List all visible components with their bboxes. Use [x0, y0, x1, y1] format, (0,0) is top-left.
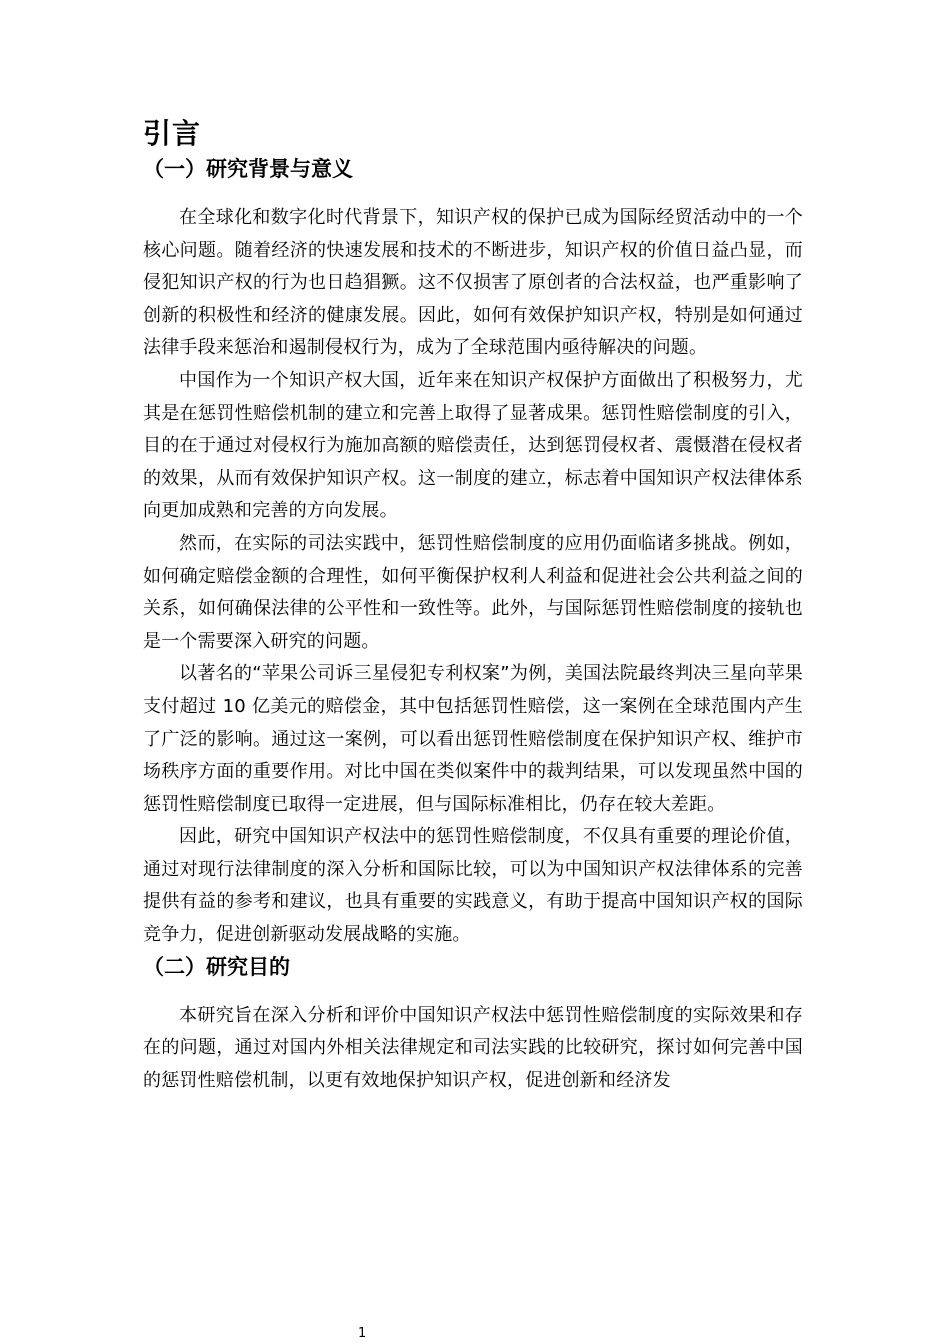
paragraph: 中国作为一个知识产权大国，近年来在知识产权保护方面做出了积极努力，尤其是在惩罚性赔偿机制的建立和完善上取得了显著成果。惩罚性赔偿制度的引入，目的在于通过对侵权行为施加高额的赔偿责任，达到惩罚侵权者、震慑潜在侵权者的效果，从而有效保护知识产权。这一制度的建立，标志着中国知识产权法律体系向更加成熟和完善的方向发展。 — [143, 369, 803, 522]
section-title-purpose: （二）研究目的 — [143, 954, 290, 979]
paragraph: 本研究旨在深入分析和评价中国知识产权法中惩罚性赔偿制度的实际效果和存在的问题，通过对国内外相关法律规定和司法实践的比较研究，探讨如何完善中国的惩罚性赔偿机制，以更有效地保护知识产权，促进创新和经济发 — [143, 1004, 803, 1091]
page-content — [143, 114, 803, 1097]
paragraph: 因此，研究中国知识产权法中的惩罚性赔偿制度，不仅具有重要的理论价值，通过对现行法律制度的深入分析和国际比较，可以为中国知识产权法律体系的完善提供有益的参考和建议，也具有重要的实践意义，有助于提高中国知识产权的国际竞争力，促进创新驱动发展战略的实施。 — [143, 826, 803, 946]
section-body-purpose — [143, 1000, 803, 1098]
paragraph: 然而，在实际的司法实践中，惩罚性赔偿制度的应用仍面临诸多挑战。例如，如何确定赔偿金额的合理性，如何平衡保护权利人利益和促进社会公共利益之间的关系，如何确保法律的公平性和一致性等。此外，与国际惩罚性赔偿制度的接轨也是一个需要深入研究的问题。 — [143, 532, 803, 652]
chapter-title: 引言 — [143, 117, 202, 150]
paragraph: 以著名的“苹果公司诉三星侵犯专利权案”为例，美国法院最终判决三星向苹果支付超过 10 亿美元的赔偿金，其中包括惩罚性赔偿，这一案例在全球范围内产生了广泛的影响。通过这一案例，可以看出惩罚性赔偿制度在保护知识产权、维护市场秩序方面的重要作用。对比中国在类似案件中的裁判结果，可以发现虽然中国的惩罚性赔偿制度已取得一定进展，但与国际标准相比，仍存在较大差距。 — [143, 663, 803, 815]
section-body-background — [143, 202, 803, 952]
page-number: 1 — [358, 1326, 367, 1341]
section-title-background: （一）研究背景与意义 — [143, 157, 353, 181]
paragraph: 在全球化和数字化时代背景下，知识产权的保护已成为国际经贸活动中的一个核心问题。随着经济的快速发展和技术的不断进步，知识产权的价值日益凸显，而侵犯知识产权的行为也日趋猖獗。这不仅损害了原创者的合法权益，也严重影响了创新的积极性和经济的健康发展。因此，如何有效保护知识产权，特别是如何通过法律手段来惩治和遏制侵权行为，成为了全球范围内亟待解决的问题。 — [143, 207, 803, 359]
